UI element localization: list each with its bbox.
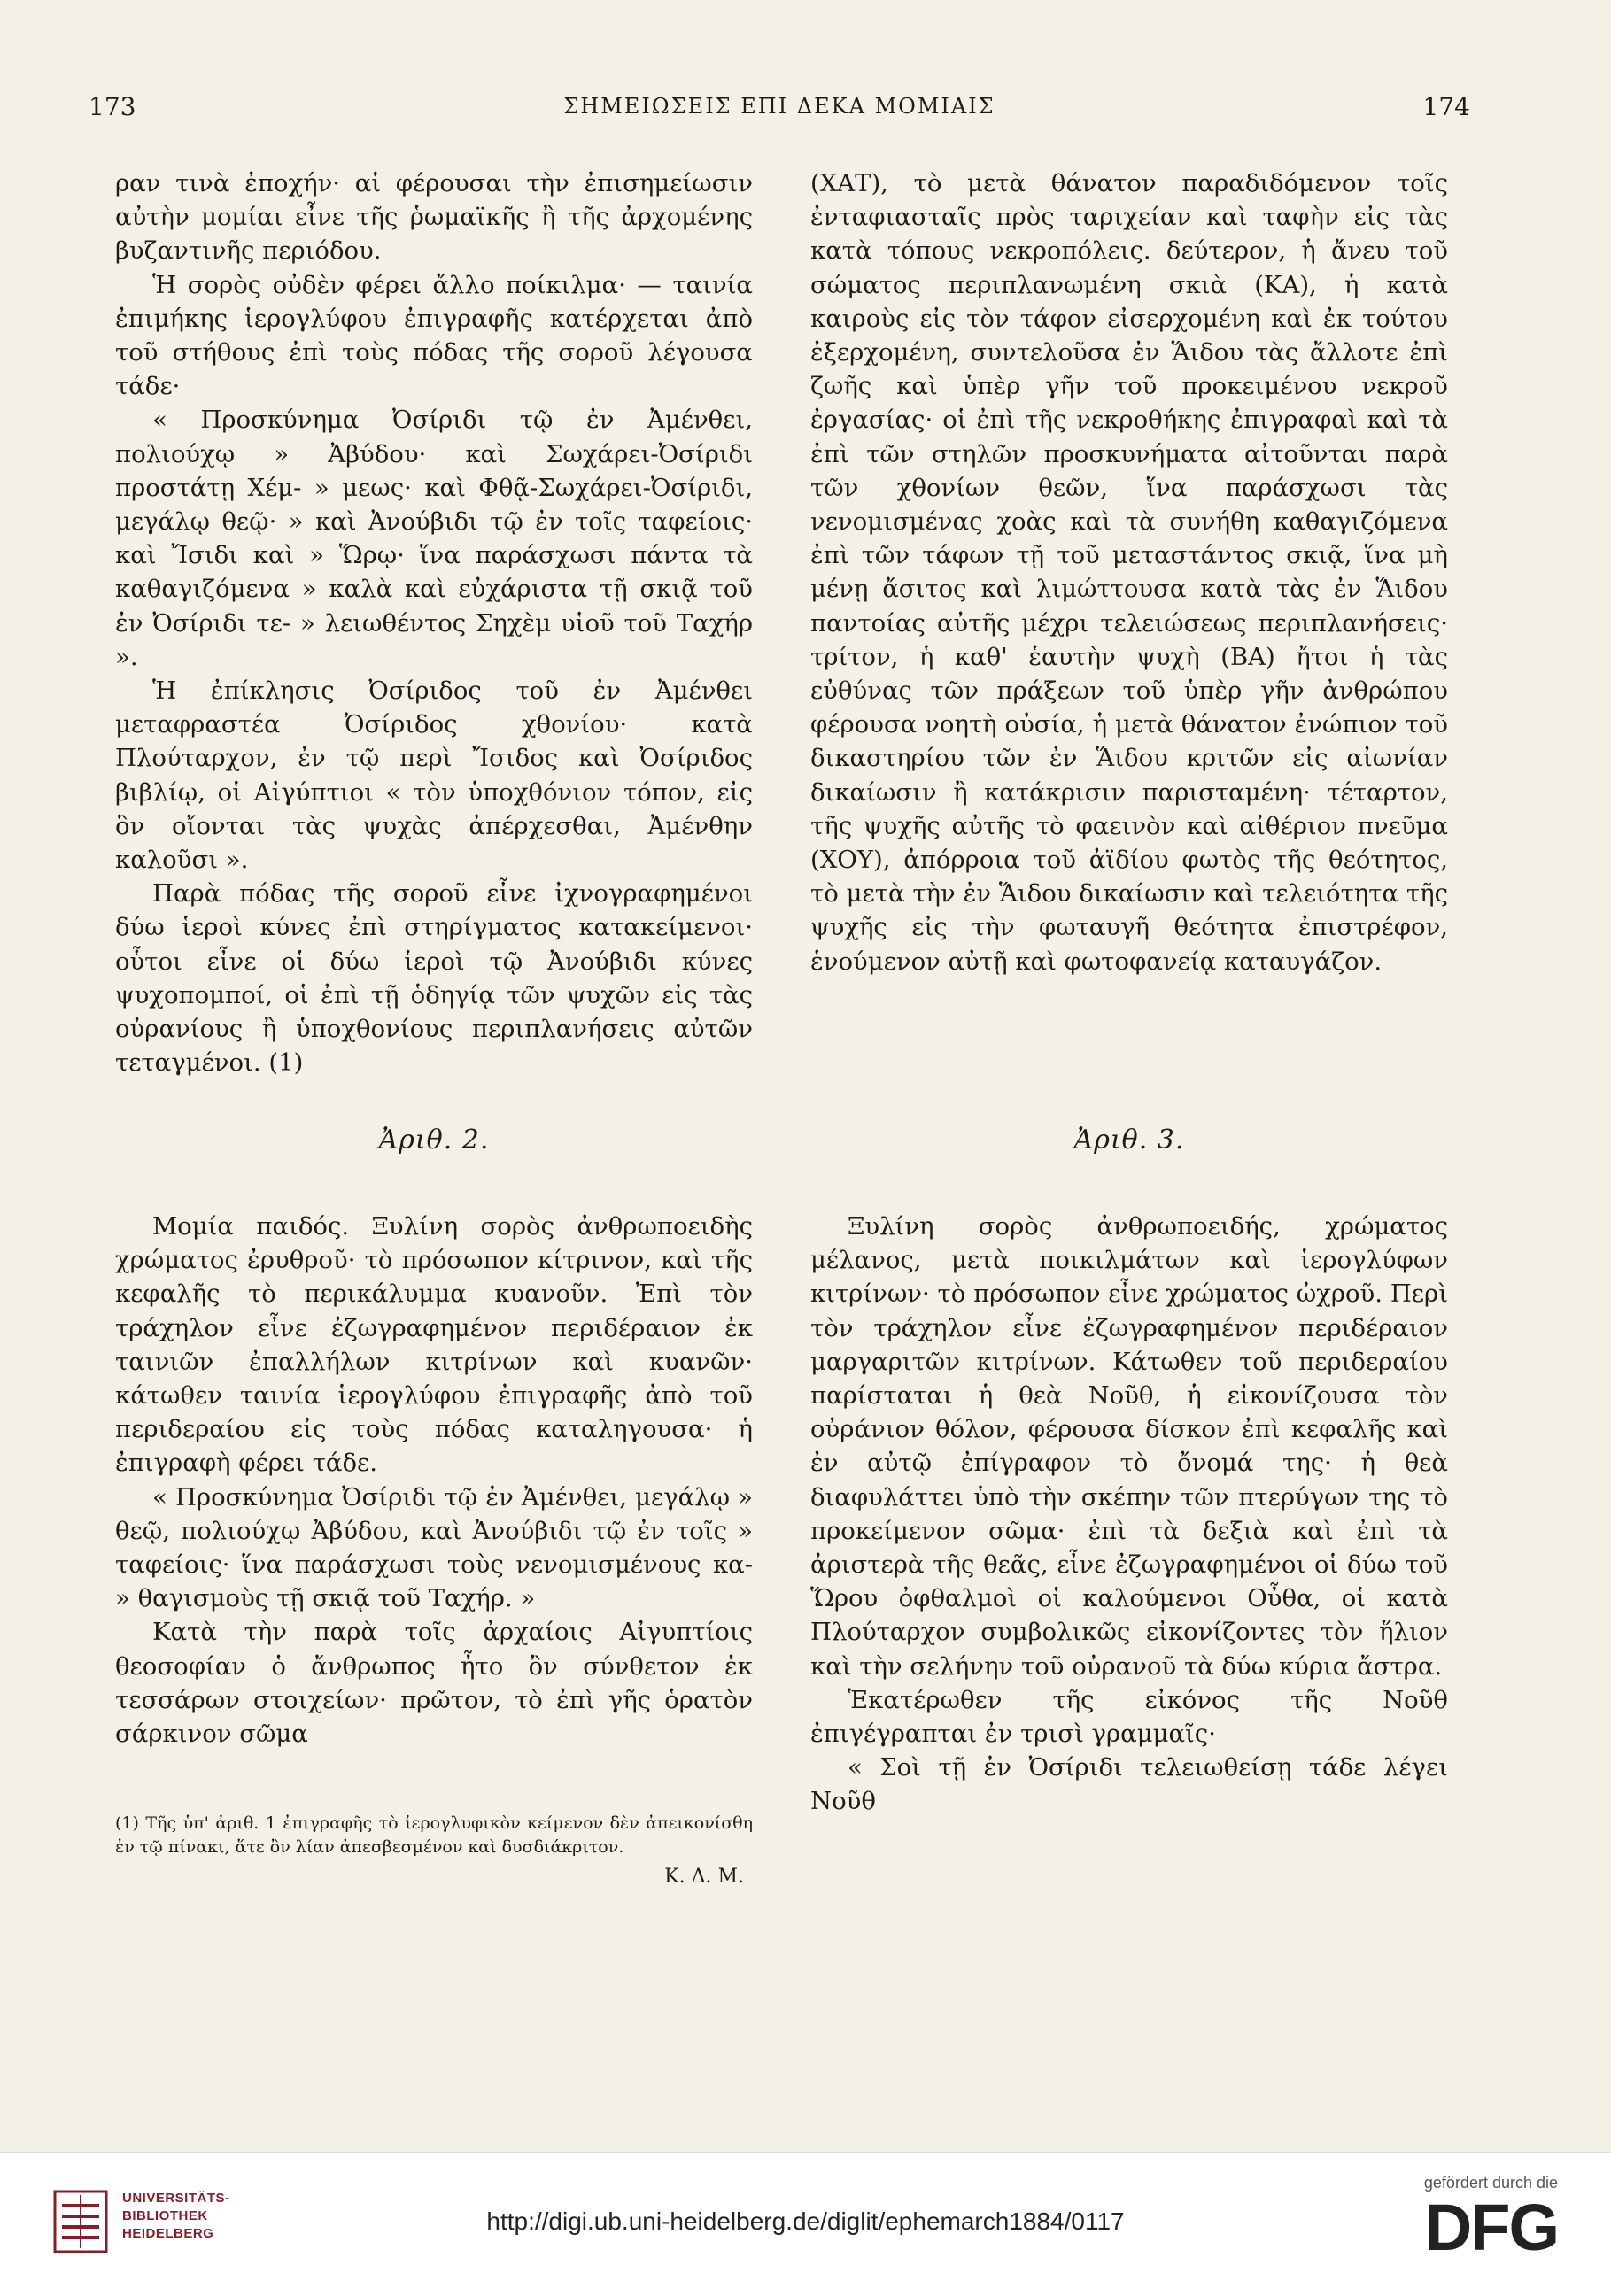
viewer-footer	[0, 2152, 1611, 2296]
footnote-text: (1) Τῆς ὑπ' ἀριθ. 1 ἐπιγραφῆς τὸ ἱερογλυφικὸν κείμενον δὲν ἀπεικονίσθη ἐν τῷ πίνακι, ἅτε ὂν λίαν ἀπεσβεσμένον καὶ δυσδιάκριτον.	[115, 1813, 753, 1857]
page-number-left: 173	[89, 92, 136, 121]
paragraph: (ΧΑΤ), τὸ μετὰ θάνατον παραδιδόμενον τοῖς ἐνταφιασταῖς πρὸς ταριχείαν καὶ ταφὴν εἰς τὰς κατὰ τόπους νεκροπόλεις. δεύτερον, ἡ ἄνευ τοῦ σώματος περιπλανωμένη σκιὰ (ΚΑ), ἡ κατὰ καιροὺς εἰς τὸν τάφον εἰσερχομένη καὶ ἐκ τούτου ἐξερχομένη, συντελοῦσα ἐν Ἅιδου τὰς ἄλλοτε ἐπὶ ζωῆς καὶ ὑπὲρ γῆν τοῦ προκειμένου νεκροῦ ἐργασίας· οἱ ἐπὶ τῆς νεκροθήκης ἐπιγραφαὶ καὶ τὰ ἐπὶ τῶν στηλῶν προσκυνήματα αἰτοῦνται παρὰ τῶν χθονίων θεῶν, ἵνα παράσχωσι τὰς νενομισμένας χοὰς καὶ τὰ συνήθη καθαγιζόμενα ἐπὶ τῶν τάφων τῇ τοῦ μεταστάντος σκιᾷ, ἵνα μὴ μένῃ ἄσιτος καὶ λιμώττουσα κατὰ τὰς ἐν Ἅιδου παντοίας αὐτῆς μέχρι τελειώσεως περιπλανήσεις· τρίτον, ἡ καθ' ἑαυτὴν ψυχὴ (ΒΑ) ἤτοι ἡ τὰς εὐθύνας τῶν πράξεων τοῦ ὑπὲρ γῆν ἀνθρώπου φέρουσα νοητὴ οὐσία, ἡ μετὰ θάνατον ἐνώπιον τοῦ δικαστηρίου τῶν ἐν Ἅιδου κριτῶν εἰς αἰωνίαν δικαίωσιν ἢ κατάκρισιν παρισταμένη· τέταρτον, τῆς ψυχῆς αὐτῆς τὸ φαεινὸν καὶ αἰθέριον πνεῦμα (ΧΟΥ), ἀπόρροια τοῦ ἀϊδίου φωτὸς τῆς θεότητος, τὸ μετὰ τὴν ἐν Ἅιδου δικαίωσιν καὶ τελειότητα τῆς ψυχῆς εἰς τὴν φωταυγῆ θεότητα ἐπιστρέφον, ἑνούμενον αὐτῇ καὶ φωτοφανείᾳ καταυγάζον.	[810, 169, 1448, 976]
funder-name: DFG	[1424, 2191, 1558, 2264]
paragraph: Κατὰ τὴν παρὰ τοῖς ἀρχαίοις Αἰγυπτίοις θεοσοφίαν ὁ ἄνθρωπος ἦτο ὂν σύνθετον ἐκ τεσσάρων στοιχείων· πρῶτον, τὸ ἐπὶ γῆς ὁρατὸν σάρκινον σῶμα	[115, 1618, 753, 1749]
paragraph: Παρὰ πόδας τῆς σοροῦ εἶνε ἰχνογραφημένοι δύω ἱεροὶ κύνες ἐπὶ στηρίγματος κατακείμενοι· οὗτοι εἶνε οἱ δύω ἱεροὶ τῷ Ἀνούβιδι κύνες ψυχοπομποί, οἱ ἐπὶ τῇ ὁδηγίᾳ τῶν ψυχῶν εἰς τὰς οὐρανίους ἢ ὑποχθονίους περιπλανήσεις αὐτῶν τεταγμένοι. (1)	[115, 879, 753, 1078]
paragraph: Ἡ ἐπίκλησις Ὀσίριδος τοῦ ἐν Ἀμένθει μεταφραστέα Ὀσίριδος χθονίου· κατὰ Πλούταρχον, ἐν τῷ περὶ Ἴσιδος καὶ Ὀσίριδος βιβλίῳ, οἱ Αἰγύπτιοι « τὸν ὑποχθόνιον τόπον, εἰς ὃν οἴονται τὰς ψυχὰς ἀπέρχεσθαι, Ἀμένθην καλοῦσι ».	[115, 676, 753, 875]
paragraph: Μομία παιδός. Ξυλίνη σορὸς ἀνθρωποειδὴς χρώματος ἐρυθροῦ· τὸ πρόσωπον κίτρινον, καὶ τῆς κεφαλῆς τὸ περικάλυμμα κυανοῦν. Ἐπὶ τὸν τράχηλον εἶνε ἐζωγραφημένον περιδέραιον ἐκ ταινιῶν ἐπαλλήλων κιτρίνων καὶ κυανῶν· κάτωθεν ταινία ἱερογλύφου ἐπιγραφῆς ἀπὸ τοῦ περιδεραίου εἰς τοὺς πόδας καταληγουσα· ἡ ἐπιγραφὴ φέρει τάδε.	[115, 1212, 753, 1478]
library-line: UNIVERSITÄTS-	[122, 2191, 230, 2206]
section-heading-number-3: Ἀριθ. 3.	[1073, 1125, 1185, 1156]
funder-label: gefördert durch die	[1423, 2174, 1558, 2192]
section-heading-number-2: Ἀριθ. 2.	[378, 1125, 490, 1156]
right-column-lower	[810, 1210, 1448, 1819]
left-column-lower	[115, 1210, 753, 1751]
quoted-inscription: « Προσκύνημα Ὀσίριδι τῷ ἐν Ἀμένθει, μεγάλῳ » θεῷ, πολιούχῳ Ἀβύδου, καὶ Ἀνούβιδι τῷ ἐν τοῖς » ταφείοις· ἵνα παράσχωσι τοὺς νενομισμένους κα- » θαγισμοὺς τῇ σκιᾷ τοῦ Ταχήρ. »	[115, 1482, 753, 1613]
paragraph: Ἡ σορὸς οὐδὲν φέρει ἄλλο ποίκιλμα· — ταινία ἐπιμήκης ἱερογλύφου ἐπιγραφῆς κατέρχεται ἀπὸ τοῦ στήθους ἐπὶ τοὺς πόδας τῆς σοροῦ λέγουσα τάδε·	[115, 270, 753, 401]
paragraph: ραν τινὰ ἐποχήν· αἱ φέρουσαι τὴν ἐπισημείωσιν αὐτὴν μομίαι εἶνε τῆς ῥωμαϊκῆς ἢ τῆς ἀρχομένης βυζαντινῆς περιόδου.	[115, 169, 753, 266]
page-number-right: 174	[1422, 92, 1470, 121]
author-initials: Κ. Δ. Μ.	[664, 1866, 744, 1888]
paragraph: Ξυλίνη σορὸς ἀνθρωποειδής, χρώματος μέλανος, μετὰ ποικιλμάτων καὶ ἱερογλύφων κιτρίνων· τὸ πρόσωπον εἶνε χρώματος ὠχροῦ. Περὶ τὸν τράχηλον εἶνε ἐζωγραφημένον περιδέραιον μαργαριτῶν κιτρίνων. Κάτωθεν τοῦ περιδεραίου παρίσταται ἡ θεὰ Νοῦθ, ἡ εἰκονίζουσα τὸν οὐράνιον θόλον, φέρουσα δίσκον ἐπὶ κεφαλῆς καὶ ἐν αὐτῷ ἐπίγραφον τὸ ὄνομά της· ἡ θεὰ διαφυλάττει ὑπὸ τὴν σκέπην τῶν πτερύγων της τὸ προκείμενον σῶμα· ἐπὶ τὰ δεξιὰ καὶ ἐπὶ τὰ ἀριστερὰ τῆς θεᾶς, εἶνε ἐζωγραφημένοι οἱ δύω τοῦ Ὥρου ὀφθαλμοὶ οἱ καλούμενοι Οὖθα, οἱ κατὰ Πλούταρχον συμβολικῶς εἰκονίζοντες τὸν ἥλιον καὶ τὴν σελήνην τοῦ οὐρανοῦ τὰ δύω κύρια ἄστρα.	[810, 1212, 1448, 1681]
running-title: ΣΗΜΕΙΩΣΕΙΣ ΕΠΙ ΔΕΚΑ ΜΟΜΙΑΙΣ	[563, 94, 995, 119]
running-header	[89, 92, 1470, 128]
library-line: BIBLIOTHEK	[122, 2208, 208, 2223]
quoted-inscription: « Προσκύνημα Ὀσίριδι τῷ ἐν Ἀμένθει, πολιούχῳ » Ἀβύδου· καὶ Σωχάρει-Ὀσίριδι προστάτῃ Χέμ- » μεως· καὶ Φθᾷ-Σωχάρει-Ὀσίριδι, μεγάλῳ θεῷ· » καὶ Ἀνούβιδι τῷ ἐν τοῖς ταφείοις· καὶ Ἴσιδι καὶ » Ὥρῳ· ἵνα παράσχωσι πάντα τὰ καθαγιζόμενα » καλὰ καὶ εὐχάριστα τῇ σκιᾷ τοῦ ἐν Ὀσίριδι τε- » λειωθέντος Σηχὲμ υἱοῦ τοῦ Ταχήρ ».	[115, 406, 753, 671]
library-line: HEIDELBERG	[122, 2226, 214, 2241]
paragraph: Ἑκατέρωθεν τῆς εἰκόνος τῆς Νοῦθ ἐπιγέγραπται ἐν τρισὶ γραμμαῖς·	[810, 1685, 1448, 1749]
footnote	[115, 1812, 753, 1889]
permalink-link[interactable]: http://digi.ub.uni-heidelberg.de/diglit/ephemarch1884/0117	[486, 2207, 1125, 2235]
quoted-inscription: « Σοὶ τῇ ἐν Ὀσίριδι τελειωθείσῃ τάδε λέγει Νοῦθ	[810, 1753, 1448, 1816]
left-column-upper	[115, 166, 753, 1079]
dfg-logo[interactable]	[1363, 2174, 1558, 2263]
right-column-upper	[810, 166, 1448, 978]
